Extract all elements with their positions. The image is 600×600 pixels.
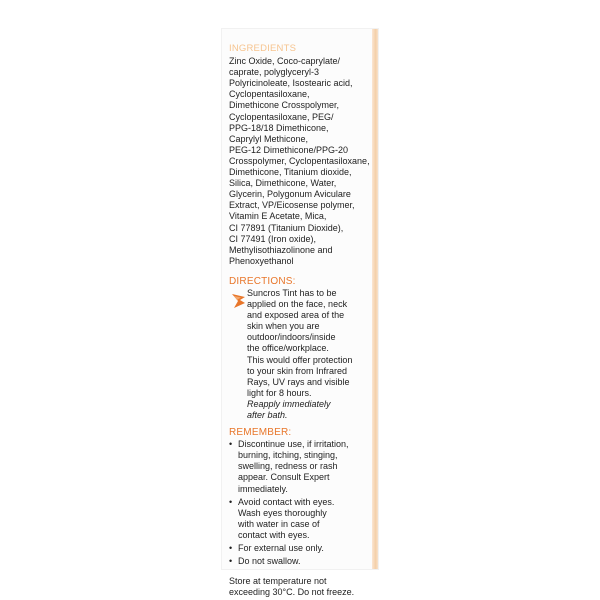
remember-item-text: Discontinue use, if irritation, burning, itching, stinging, swelling, redness or rash appear. Consult Expert immediately. — [238, 439, 349, 494]
remember-item-text: Do not swallow. — [238, 556, 301, 567]
directions-note: Reapply immediately after bath. — [247, 398, 331, 420]
remember-list — [229, 439, 375, 567]
bullet: • — [229, 543, 233, 554]
bullet: • — [229, 439, 233, 450]
directions-heading: DIRECTIONS: — [229, 275, 296, 287]
remember-item-text: For external use only. — [238, 543, 324, 554]
swoosh-icon — [231, 292, 247, 310]
label-content — [229, 43, 375, 598]
bullet: • — [229, 496, 233, 507]
remember-item-text: Avoid contact with eyes. Wash eyes thoroughly with water in case of contact with eyes. — [238, 496, 335, 540]
bullet: • — [229, 556, 233, 567]
ingredients-text: Zinc Oxide, Coco-caprylate/ caprate, polyglyceryl-3 Polyricinoleate, Isostearic acid, Cyclopentasiloxane, Dimethicone Crosspolymer, Cyclopentasiloxane, PEG/ PPG-18/18 Dimethicone, Caprylyl Methicone, PEG-12 Dimethicone/PPG-20 Crosspolymer, Cyclopentasiloxane, Dimethicone, Titanium dioxide, Silica, Dimethicone, Water, Glycerin, Polygonum Aviculare Extract, VP/Eicosense polymer, Vitamin E Acetate, Mica, CI 77891 (Titanium Dioxide), CI 77491 (Iron oxide), Methylisothiazolinone and Phenoxyethanol — [229, 56, 370, 266]
list-item — [229, 497, 375, 541]
list-item — [229, 543, 375, 554]
list-item — [229, 556, 375, 567]
list-item — [229, 439, 375, 494]
ingredients-heading: INGREDIENTS — [229, 43, 297, 54]
directions-block — [229, 288, 375, 421]
directions-text: Suncros Tint has to be applied on the face, neck and exposed area of the skin when you are outdoor/indoors/inside the office/workplace. This would offer protection to your skin from Infrared Rays, UV rays and visible light for 8 hours. — [247, 287, 353, 398]
storage-text: Store at temperature not exceeding 30°C. Do not freeze. — [229, 576, 355, 598]
remember-heading: REMEMBER: — [229, 427, 292, 439]
